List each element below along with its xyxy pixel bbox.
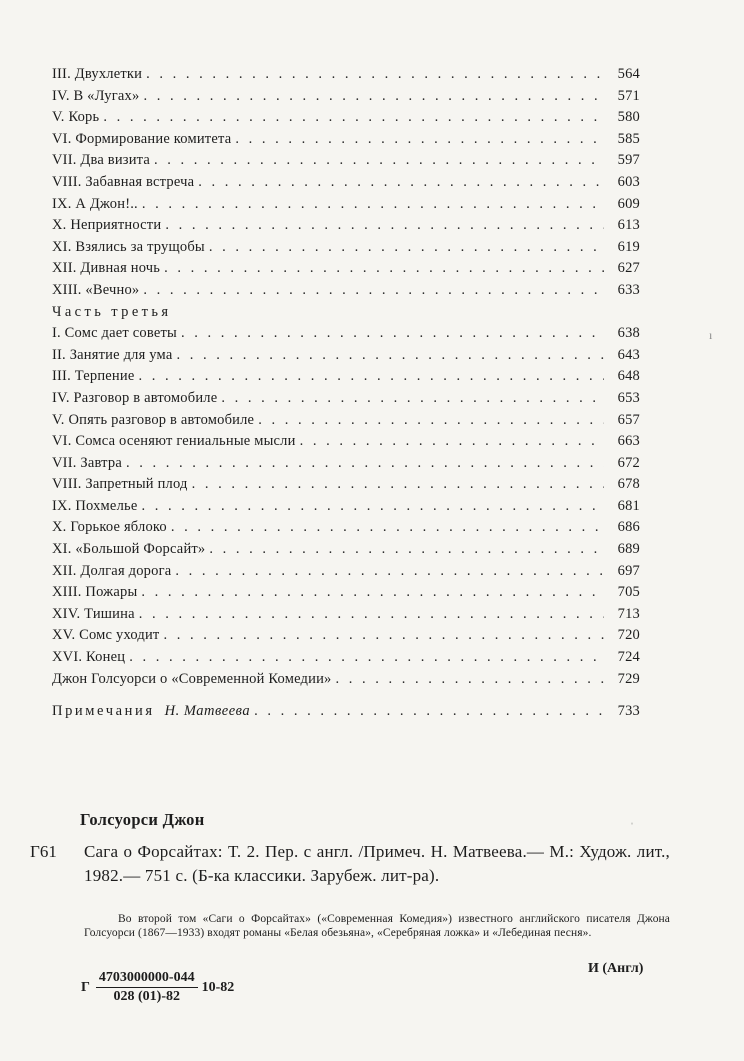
toc-entry (52, 215, 640, 237)
toc-entry-label: I. Сомс дает советы (52, 325, 177, 342)
dot-leader (335, 669, 604, 691)
part-three-list (52, 323, 640, 669)
toc-page-number: 697 (617, 562, 640, 579)
toc-page-number: 713 (617, 605, 640, 622)
toc-entry (52, 410, 640, 432)
dot-leader (209, 237, 604, 259)
table-of-contents (52, 64, 640, 723)
part-three-heading: Часть третья (52, 303, 172, 320)
dot-leader (154, 150, 604, 172)
part-two-list (52, 64, 640, 302)
toc-entry-label: III. Двухлетки (52, 66, 143, 82)
dot-leader (126, 453, 604, 475)
toc-page-number: 571 (617, 87, 640, 104)
toc-entry (52, 388, 640, 410)
toc-entry (52, 647, 640, 669)
dot-leader (258, 410, 604, 432)
toc-page-number: 678 (617, 476, 640, 493)
toc-entry-label: VIII. Запретный плод (52, 476, 188, 493)
dot-leader (142, 194, 604, 216)
toc-entry (52, 517, 640, 539)
toc-page-number: 603 (617, 173, 640, 190)
toc-entry-label: VII. Два визита (52, 152, 151, 169)
toc-page-number: 613 (617, 217, 640, 234)
toc-entry (52, 194, 640, 216)
toc-entry-label: XII. Дивная ночь (52, 260, 161, 277)
index-prefix: Г (81, 979, 90, 995)
toc-entry (52, 453, 640, 475)
toc-entry-label: XIV. Тишина (52, 605, 135, 622)
toc-page-number: 720 (617, 627, 640, 644)
toc-entry-label: II. Занятие для ума (52, 346, 173, 363)
toc-entry (52, 625, 640, 647)
toc-entry-label: III. Терпение (52, 368, 135, 385)
toc-page-number: 627 (617, 260, 640, 277)
toc-entry (52, 172, 640, 194)
toc-entry-label: VIII. Забавная встреча (52, 173, 195, 190)
toc-entry (52, 345, 640, 367)
dot-leader (171, 517, 604, 539)
dot-leader (139, 604, 604, 626)
toc-entry (52, 323, 640, 345)
toc-entry-label: VI. Формирование комитета (52, 130, 232, 147)
toc-page-number: 705 (617, 584, 640, 601)
toc-entry-label: IV. В «Лугах» (52, 87, 140, 104)
toc-entry-label: V. Корь (52, 109, 100, 126)
toc-entry (52, 86, 640, 108)
toc-page-number: 724 (617, 649, 640, 666)
dot-leader (143, 86, 604, 108)
dot-leader (181, 323, 604, 345)
toc-page-number: 689 (617, 541, 640, 558)
toc-entry-label: XIII. Пожары (52, 584, 138, 601)
toc-entry (52, 129, 640, 151)
notes-label: Примечания (52, 703, 155, 720)
catalog-annotation: Во второй том «Саги о Форсайтах» («Современная Комедия») известного английского писателя Джона Голсуорси (1867—1933) входят романы «Белая обезьяна», «Серебряная ложка» и «Лебединая песня». (84, 913, 670, 939)
dot-leader (103, 107, 604, 129)
toc-afterword-row (52, 669, 640, 691)
toc-entry-label: XI. Взялись за трущобы (52, 238, 205, 255)
toc-notes-row (52, 701, 640, 723)
toc-page-number: 729 (617, 670, 640, 687)
dot-leader (129, 647, 604, 669)
toc-page-number: 597 (617, 152, 640, 169)
dot-leader (221, 388, 604, 410)
toc-entry-label: XVI. Конец (52, 649, 126, 666)
index-fraction (96, 970, 198, 1005)
dot-leader (143, 280, 604, 302)
dot-leader (146, 64, 604, 86)
dot-leader (175, 561, 604, 583)
toc-entry-label: VI. Сомса осеняют гениальные мысли (52, 433, 296, 450)
toc-entry (52, 582, 640, 604)
toc-entry-label: XI. «Большой Форсайт» (52, 541, 206, 558)
dot-leader (165, 215, 604, 237)
toc-page-number: 619 (617, 238, 640, 255)
toc-entry (52, 431, 640, 453)
toc-entry (52, 237, 640, 259)
catalog-index (81, 970, 234, 1005)
catalog-code: Г61 (30, 842, 57, 861)
toc-entry-label: VII. Завтра (52, 454, 122, 471)
catalog-classification: И (Англ) (588, 961, 644, 976)
toc-entry-label: Джон Голсуорси о «Современной Комедии» (52, 670, 332, 687)
toc-page-number: 585 (617, 130, 640, 147)
toc-entry-label: V. Опять разговор в автомобиле (52, 411, 255, 428)
index-suffix: 10-82 (201, 979, 235, 995)
toc-entry-label: IX. Похмелье (52, 497, 138, 514)
toc-page-number: 663 (617, 433, 640, 450)
toc-page-number: 686 (617, 519, 640, 536)
index-denominator: 028 (01)-82 (113, 989, 180, 1004)
dot-leader (176, 345, 604, 367)
toc-page-number: 638 (617, 325, 640, 342)
toc-page-number: 672 (617, 454, 640, 471)
toc-entry-label: X. Горькое яблоко (52, 519, 167, 536)
dot-leader (209, 539, 604, 561)
toc-page-number: 733 (617, 703, 640, 720)
margin-tick: ı (709, 328, 713, 342)
toc-entry (52, 496, 640, 518)
dot-leader (164, 258, 604, 280)
dot-leader (192, 474, 604, 496)
toc-entry (52, 474, 640, 496)
dot-leader (141, 582, 604, 604)
toc-page-number: 657 (617, 411, 640, 428)
toc-entry (52, 280, 640, 302)
toc-entry-label: X. Неприятности (52, 217, 162, 234)
toc-page-number: 633 (617, 281, 640, 298)
toc-entry (52, 366, 640, 388)
toc-entry-label: IV. Разговор в автомобиле (52, 389, 218, 406)
catalog-author-heading: Голсуорси Джон (80, 810, 205, 829)
toc-page-number: 681 (617, 497, 640, 514)
notes-author: Н. Матвеева (164, 703, 251, 720)
dot-leader (235, 129, 604, 151)
toc-entry (52, 604, 640, 626)
toc-entry (52, 64, 640, 86)
toc-page-number: 653 (617, 389, 640, 406)
toc-page-number: 648 (617, 368, 640, 385)
toc-entry (52, 258, 640, 280)
dot-leader (138, 366, 604, 388)
margin-tick: ˈ (630, 820, 634, 834)
toc-page-number: 580 (617, 109, 640, 126)
toc-page-number: 564 (617, 66, 640, 82)
dot-leader (300, 431, 604, 453)
toc-entry-label: XV. Сомс уходит (52, 627, 160, 644)
toc-entry-label: IX. А Джон!.. (52, 195, 138, 212)
dot-leader (163, 625, 604, 647)
toc-entry (52, 539, 640, 561)
toc-page-number: 609 (617, 195, 640, 212)
toc-entry-label: XII. Долгая дорога (52, 562, 172, 579)
toc-entry (52, 107, 640, 129)
dot-leader (254, 701, 604, 723)
toc-entry (52, 150, 640, 172)
index-numerator: 4703000000-044 (96, 970, 198, 988)
catalog-description: Сага о Форсайтах: Т. 2. Пер. с англ. /Примеч. Н. Матвеева.— М.: Худож. лит., 1982.— 751 с. (Б-ка классики. Зарубеж. лит-ра). (84, 842, 670, 885)
toc-page-number: 643 (617, 346, 640, 363)
dot-leader (198, 172, 604, 194)
dot-leader (141, 496, 604, 518)
toc-entry-label: XIII. «Вечно» (52, 281, 140, 298)
toc-entry (52, 561, 640, 583)
